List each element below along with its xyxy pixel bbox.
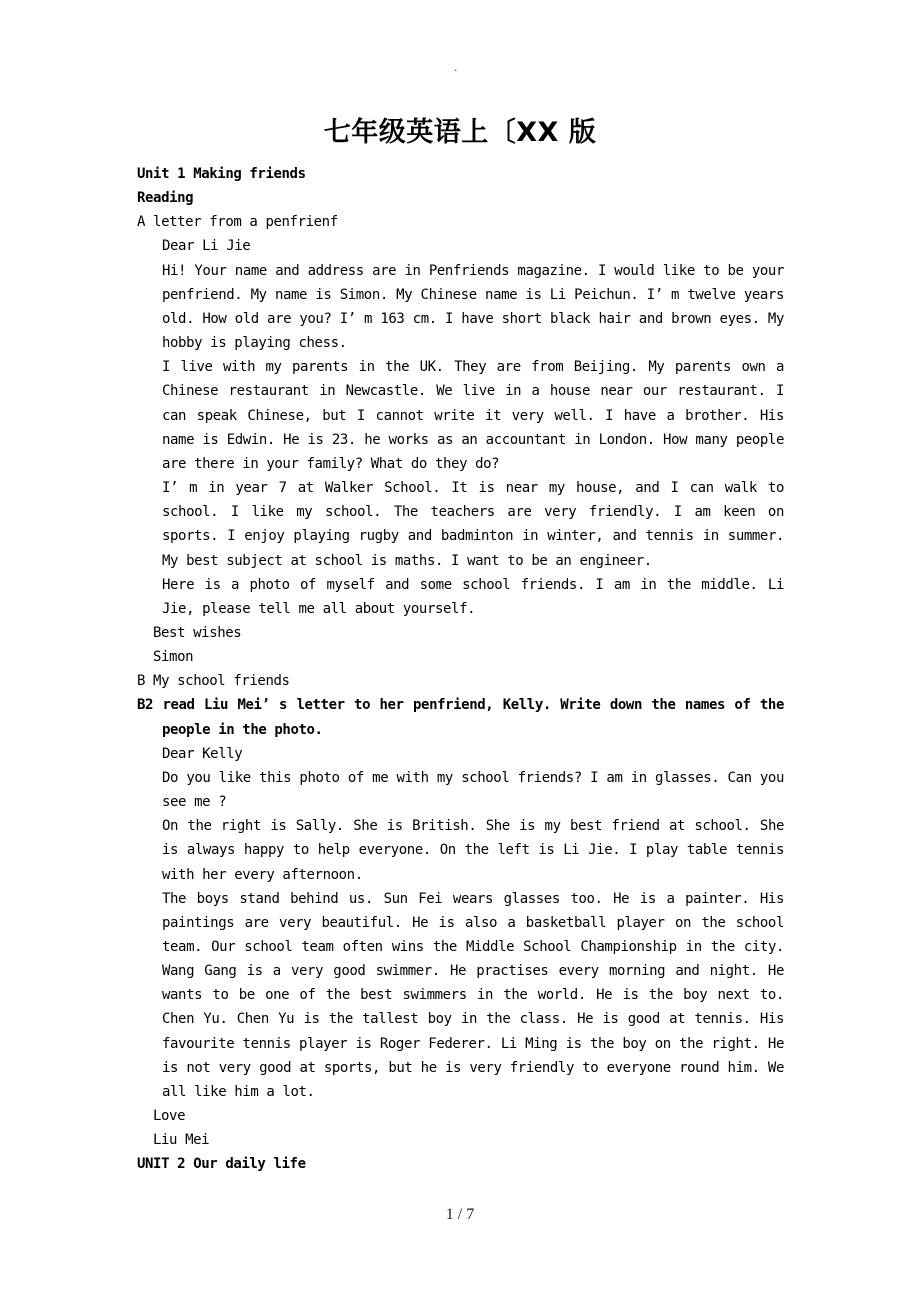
section-heading: Unit 1 Making friends [137,166,306,182]
stray-dot-mark: . [454,61,458,74]
letter-closing: Love [153,1108,186,1125]
letter-salutation: Dear Kelly [162,745,243,762]
letter-closing: Liu Mei [153,1132,210,1149]
letter-closing: Best wishes [153,624,242,641]
letter-closing: Simon [153,649,194,666]
section-heading: B2 read Liu Mei’ s letter to her penfriend, Kelly. Write down the names of the people in the photo. [137,697,784,738]
letter-paragraph: Hi! Your name and address are in Penfriends magazine. I would like to be your penfriend. My name is Simon. My Chinese name is Li Peichun. I’ m twelve years old. How old are you? I’ m 163 cm. I have short black hair and brown eyes. My hobby is playing chess. [162,262,784,352]
page-number-indicator: 1 / 7 [445,1206,475,1223]
letter-paragraph: The boys stand behind us. Sun Fei wears glasses too. He is a painter. His paintings are very beautiful. He is also a basketball player on the school team. Our school team often wins the Middle School Championship in the city. Wang Gang is a very good swimmer. He practises every morning and night. He wants to be one of the best swimmers in the world. He is the boy next to. Chen Yu. Chen Yu is the tallest boy in the class. He is good at tennis. His favourite tennis player is Roger Federer. Li Ming is the boy on the right. He is not very good at sports, but he is very friendly to everyone round him. We all like him a lot. [162,890,784,1100]
letter-paragraph: I’ m in year 7 at Walker School. It is near my house, and I can walk to school. I like my school. The teachers are very friendly. I am keen on sports. I enjoy playing rugby and badminton in winter, and tennis in summer. My best subject at school is maths. I want to be an engineer. [162,480,784,569]
letter-paragraph: Do you like this photo of me with my school friends? I am in glasses. Can you see me ? [162,769,784,811]
text-line: A letter from a penfrienf [137,214,338,231]
document-body [137,162,784,1177]
letter-paragraph: On the right is Sally. She is British. She is my best friend at school. She is always happy to help everyone. On the left is Li Jie. I play table tennis with her every afternoon. [162,818,784,883]
letter-paragraph: Here is a photo of myself and some school friends. I am in the middle. Li Jie, please tell me all about yourself. [162,576,784,617]
document-title: 七年级英语上〔XX 版 [323,117,597,148]
letter-paragraph: I live with my parents in the UK. They are from Beijing. My parents own a Chinese restaurant in Newcastle. We live in a house near our restaurant. I can speak Chinese, but I cannot write it very well. I have a brother. His name is Edwin. He is 23. he works as an accountant in London. How many people are there in your family? What do they do? [162,359,784,472]
section-heading: Reading [137,190,194,207]
section-heading: UNIT 2 Our daily life [137,1156,306,1173]
letter-salutation: Dear Li Jie [162,238,251,255]
text-line: B My school friends [137,673,290,690]
